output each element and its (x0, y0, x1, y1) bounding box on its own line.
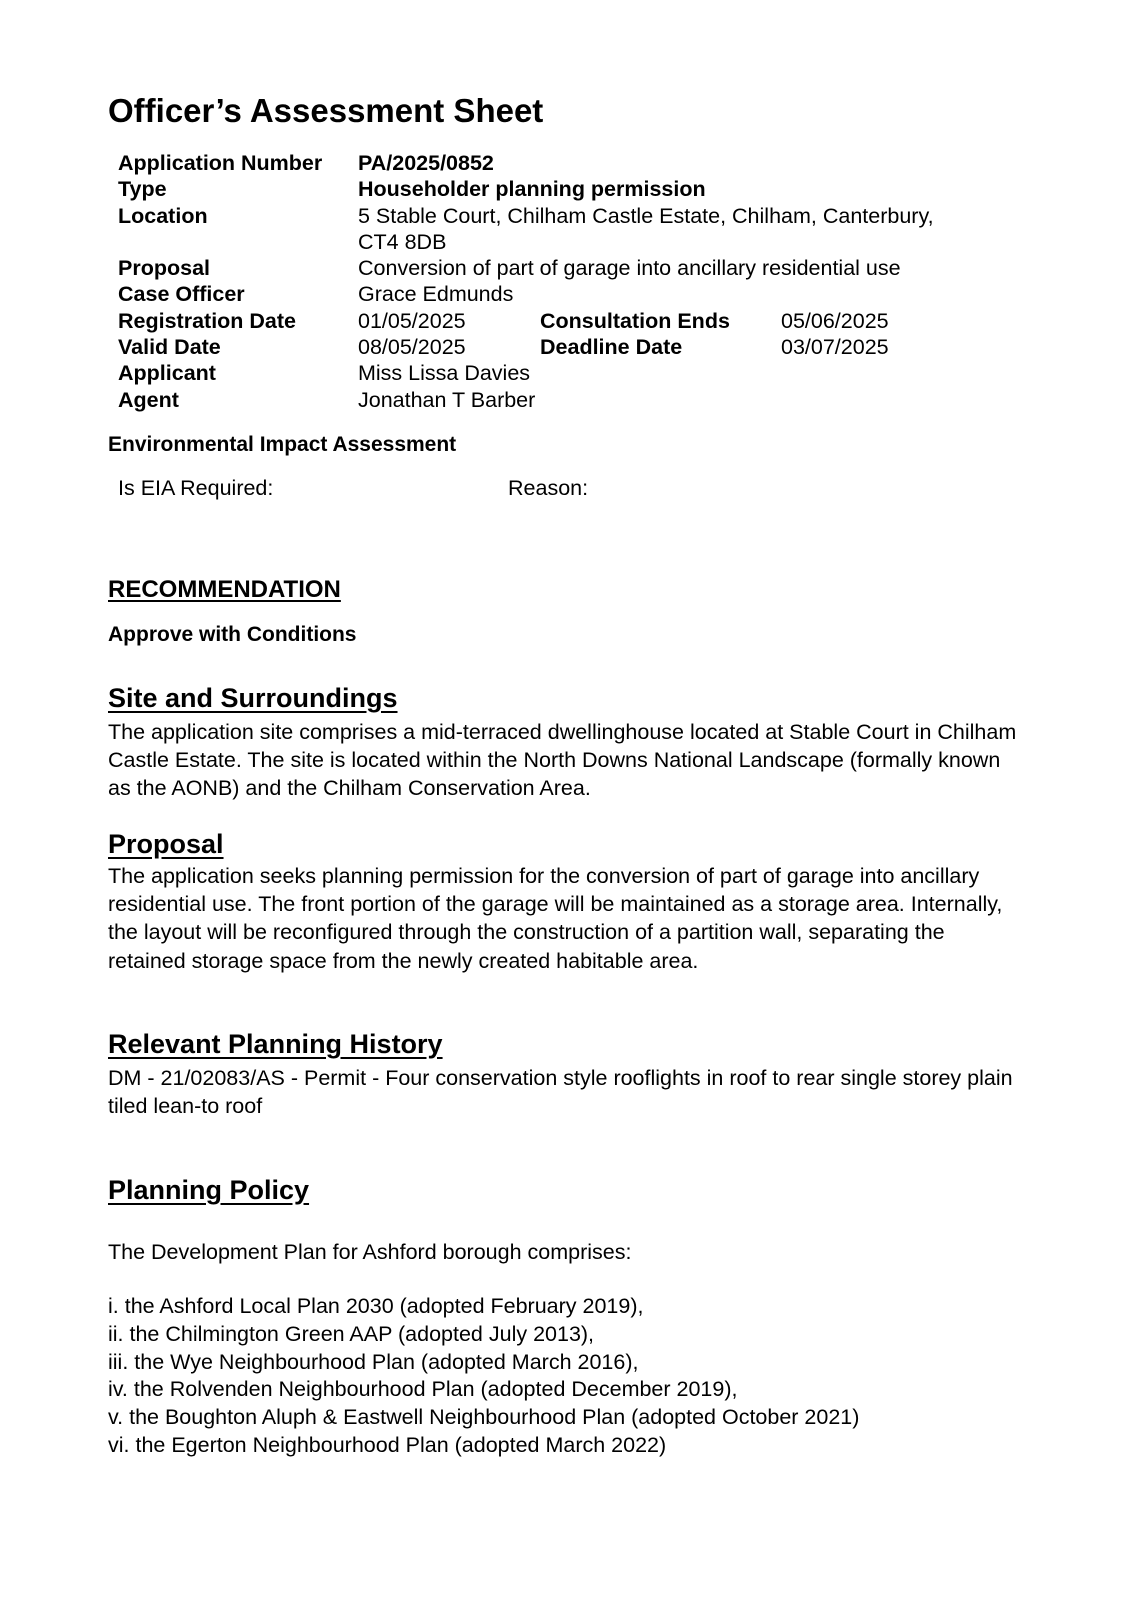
list-item: vi. the Egerton Neighbourhood Plan (adopted March 2022) (108, 1432, 667, 1457)
detail-row-location (118, 203, 1038, 256)
proposal-label: Proposal (118, 256, 210, 281)
eia-heading: Environmental Impact Assessment (108, 433, 457, 456)
list-item: iv. the Rolvenden Neighbourhood Plan (adopted December 2019), (108, 1377, 738, 1402)
application-number-label: Application Number (118, 151, 323, 175)
case-officer-value: Grace Edmunds (358, 282, 514, 307)
valid-date-value: 08/05/2025 (358, 335, 466, 360)
proposal-heading: Proposal (108, 829, 224, 859)
eia-row (118, 476, 588, 501)
type-label: Type (118, 177, 167, 202)
valid-date-label: Valid Date (118, 335, 221, 360)
detail-row-registration-date (118, 308, 1038, 334)
deadline-date-value: 03/07/2025 (781, 335, 889, 360)
site-heading: Site and Surroundings (108, 683, 398, 713)
applicant-value: Miss Lissa Davies (358, 361, 531, 386)
history-text: DM - 21/02083/AS - Permit - Four conservation style rooflights in roof to rear single storey plain tiled lean-to roof (108, 1066, 1013, 1119)
agent-value: Jonathan T Barber (358, 387, 536, 412)
detail-row-application-number (118, 150, 1038, 176)
deadline-date-label: Deadline Date (540, 335, 683, 360)
proposal-text: The application seeks planning permission for the conversion of part of garage into ancillary residential use. The front portion of the garage will be maintained as a storage area. Internally, the layout will be reconfigured through the construction of a partition wall, separating the retained storage space from the newly created habitable area. (108, 864, 1003, 973)
page-title: Officer’s Assessment Sheet (108, 92, 544, 129)
detail-row-proposal (118, 255, 1038, 281)
site-text: The application site comprises a mid-terraced dwellinghouse located at Stable Court in Chilham Castle Estate. The site is located within the North Downs National Landscape (formally known as the AONB) and the Chilham Conservation Area. (108, 720, 1017, 801)
recommendation-heading: RECOMMENDATION (108, 576, 341, 603)
consultation-ends-value: 05/06/2025 (781, 308, 889, 333)
eia-required-label: Is EIA Required: (118, 476, 274, 500)
applicant-label: Applicant (118, 361, 216, 386)
development-plan-list (108, 1293, 859, 1460)
location-label: Location (118, 203, 208, 228)
application-details (118, 150, 1038, 413)
registration-date-label: Registration Date (118, 308, 297, 333)
detail-row-case-officer (118, 281, 1038, 307)
eia-reason-label: Reason: (508, 476, 589, 500)
detail-row-type (118, 176, 1038, 202)
detail-row-agent (118, 387, 1038, 413)
application-number-value: PA/2025/0852 (358, 151, 494, 175)
list-item: v. the Boughton Aluph & Eastwell Neighbourhood Plan (adopted October 2021) (108, 1405, 860, 1430)
detail-row-applicant (118, 360, 1038, 386)
case-officer-label: Case Officer (118, 282, 245, 307)
policy-intro: The Development Plan for Ashford borough comprises: (108, 1240, 632, 1264)
list-item: ii. the Chilmington Green AAP (adopted July 2013), (108, 1321, 595, 1346)
recommendation-text: Approve with Conditions (108, 623, 357, 646)
proposal-value: Conversion of part of garage into ancillary residential use (358, 256, 901, 281)
type-value: Householder planning permission (358, 177, 706, 202)
agent-label: Agent (118, 387, 179, 412)
location-value: 5 Stable Court, Chilham Castle Estate, Chilham, Canterbury, CT4 8DB (358, 203, 934, 254)
list-item: iii. the Wye Neighbourhood Plan (adopted March 2016), (108, 1349, 639, 1374)
registration-date-value: 01/05/2025 (358, 308, 466, 333)
consultation-ends-label: Consultation Ends (540, 308, 730, 333)
detail-row-valid-date (118, 334, 1038, 360)
policy-heading: Planning Policy (108, 1175, 310, 1205)
list-item: i. the Ashford Local Plan 2030 (adopted February 2019), (108, 1294, 644, 1318)
history-heading: Relevant Planning History (108, 1029, 443, 1059)
